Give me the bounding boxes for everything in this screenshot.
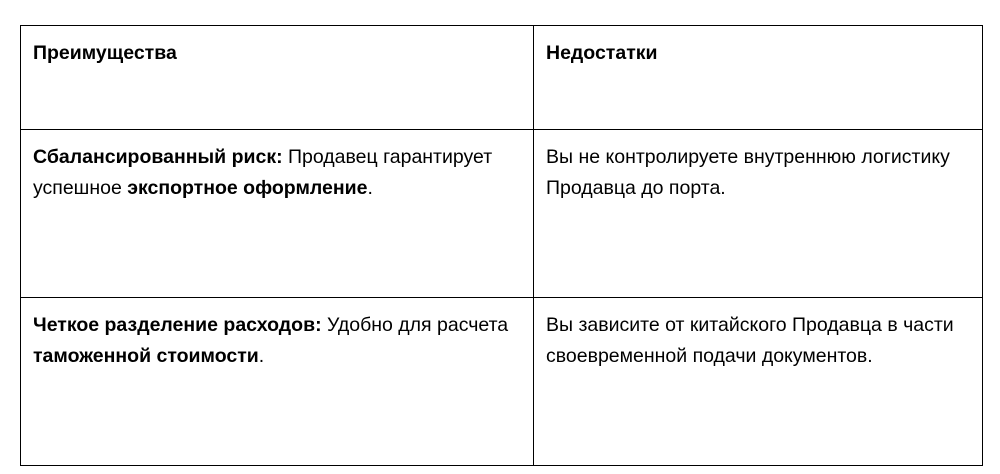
- advantage-text: Продавец гарантирует успешное: [33, 146, 493, 199]
- advantage-cell: [21, 298, 534, 466]
- advantage-text-end: .: [367, 177, 373, 199]
- table-row: [21, 298, 983, 466]
- advantage-term: Сбалансированный риск:: [33, 146, 283, 168]
- advantage-term-emphasis: таможенной стоимости: [33, 345, 259, 367]
- disadvantage-text: Вы зависите от китайского Продавца в части своевременной подачи документов.: [546, 314, 954, 367]
- table-header-row: [21, 26, 983, 130]
- disadvantage-text: Вы не контролируете внутреннюю логистику Продавца до порта.: [546, 146, 950, 199]
- header-disadvantages-label: Недостатки: [546, 42, 658, 64]
- header-advantages-label: Преимущества: [33, 42, 177, 64]
- disadvantage-cell: [534, 130, 983, 298]
- advantage-text: Удобно для расчета: [321, 314, 509, 336]
- header-advantages: [21, 26, 534, 130]
- advantage-text-end: .: [258, 345, 265, 367]
- disadvantage-cell: [534, 298, 983, 466]
- advantage-cell: [21, 130, 534, 298]
- header-disadvantages: [534, 26, 983, 130]
- advantage-term-emphasis: экспортное оформление: [127, 177, 368, 199]
- pros-cons-table: [20, 25, 983, 466]
- advantage-term: Четкое разделение расходов:: [33, 314, 322, 336]
- table-row: [21, 130, 983, 298]
